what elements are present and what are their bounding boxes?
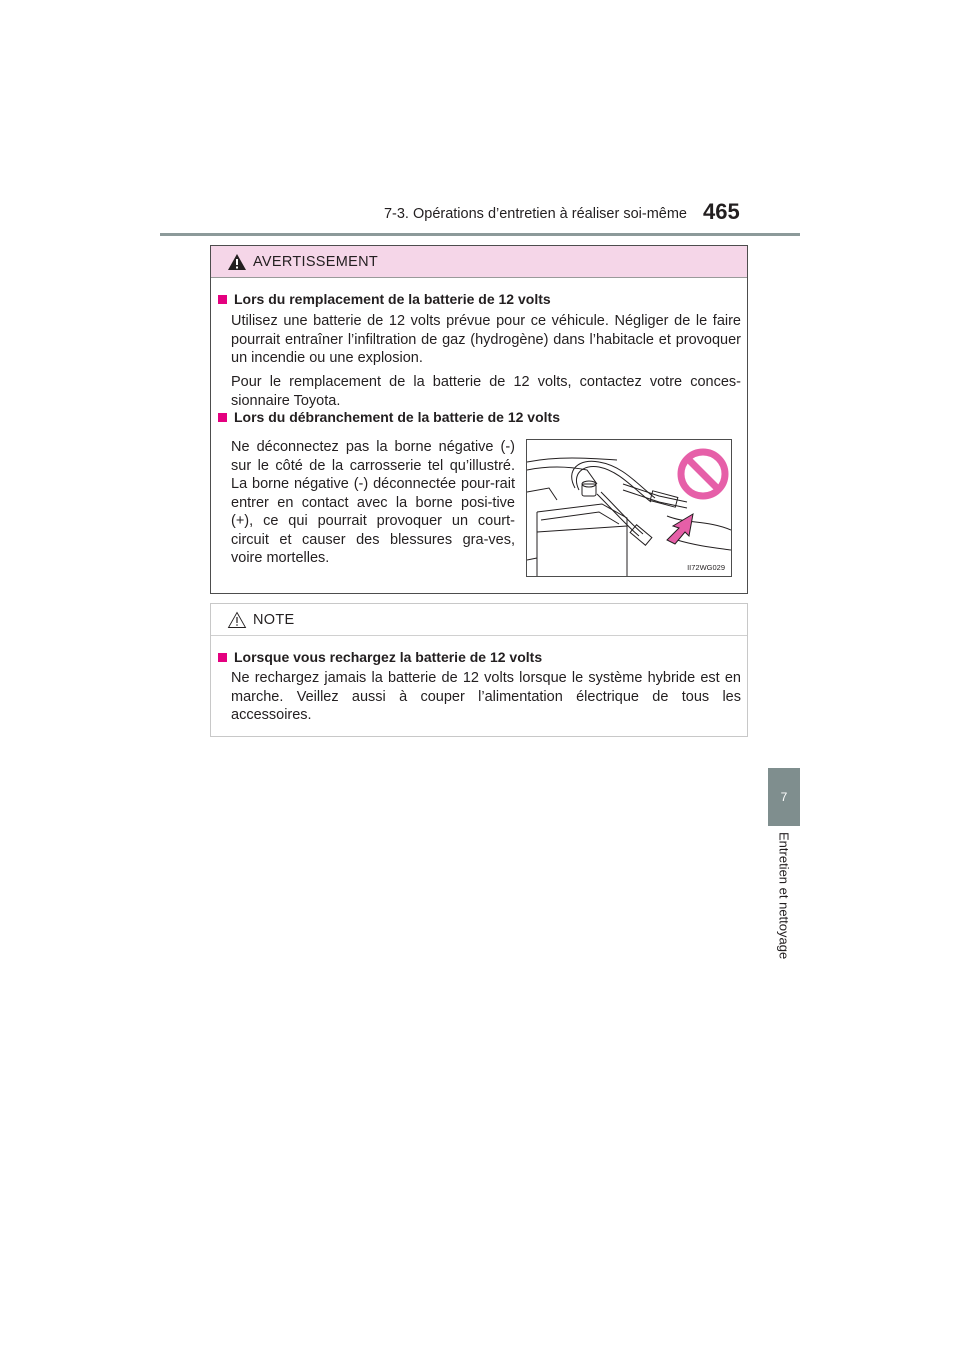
warning-header — [211, 246, 747, 278]
note-header — [211, 604, 747, 636]
page-number: 465 — [703, 199, 740, 224]
warning-paragraph-3: Ne déconnectez pas la borne négative (-) sur le côté de la carrosserie tel qu’illustré. La borne négative (-) déconnectée pour-rait entrer en contact avec la borne posi-tive (+), ce qui pourrait provoquer un court-circuit et causer des blessures gra-ves, voire mortelles. — [231, 439, 515, 566]
chapter-number: 7 — [780, 790, 788, 804]
warning-heading-replacement: Lors du remplacement de la batterie de 12 volts — [218, 291, 551, 307]
note-box — [210, 603, 748, 737]
prohibited-icon — [677, 448, 729, 500]
warning-triangle-icon — [227, 253, 247, 271]
note-heading-recharge: Lorsque vous rechargez la batterie de 12 volts — [218, 649, 542, 665]
warning-box — [210, 245, 748, 594]
chapter-title: Entretien et nettoyage — [776, 832, 792, 960]
section-title: 7-3. Opérations d’entretien à réaliser soi-même — [383, 206, 687, 222]
note-paragraph-1: Ne rechargez jamais la batterie de 12 volts lorsque le système hybride est en marche. Veillez aussi à couper l’alimentation électrique de tous les accessoires. — [231, 670, 741, 723]
chapter-tab — [768, 768, 800, 826]
note-title: NOTE — [253, 612, 295, 628]
chapter-label — [770, 832, 798, 960]
header-divider — [160, 233, 800, 236]
warning-title: AVERTISSEMENT — [253, 254, 379, 270]
bullet-square — [218, 653, 227, 662]
bullet-square — [218, 413, 227, 422]
warning-heading-disconnect: Lors du débranchement de la batterie de 12 volts — [218, 409, 560, 425]
figure-code: II72WG029 — [687, 563, 725, 572]
battery-terminal-figure — [526, 439, 732, 577]
warning-paragraph-2: Pour le remplacement de la batterie de 12 volts, contactez votre conces-sionnaire Toyota. — [231, 374, 741, 409]
warning-paragraph-1: Utilisez une batterie de 12 volts prévue pour ce véhicule. Négliger de le faire pourrait entraîner l’infiltration de gaz (hydrogène) dans l’habitacle et provoquer un incendie ou une explosion. — [231, 313, 741, 366]
bullet-square — [218, 295, 227, 304]
caution-triangle-outline-icon — [227, 611, 247, 629]
